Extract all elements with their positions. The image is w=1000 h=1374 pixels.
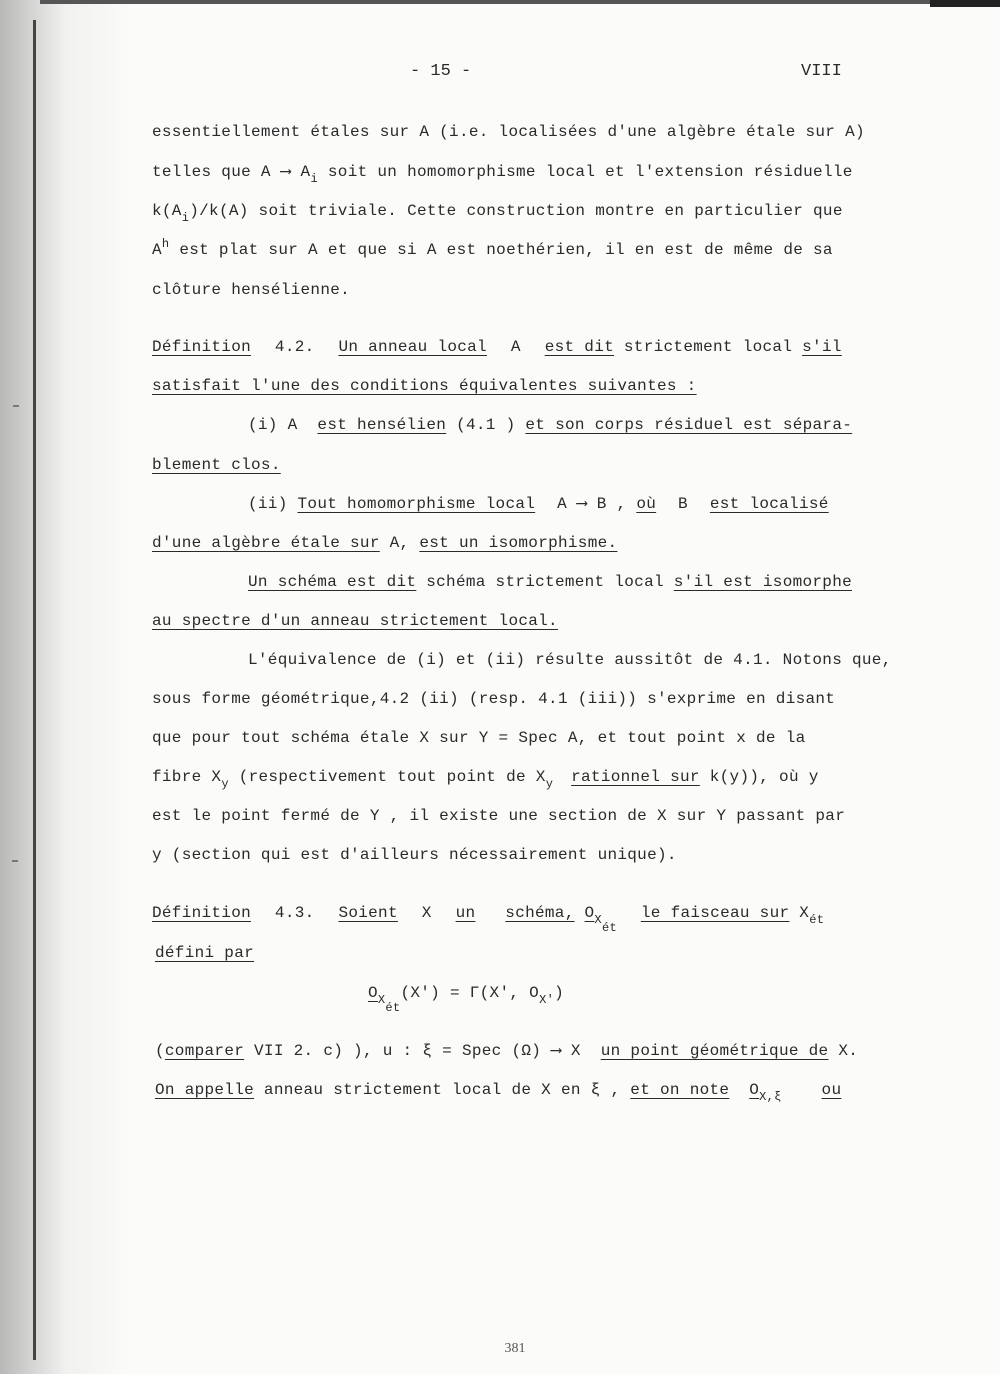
subscript: X: [594, 913, 602, 927]
text: (4.1 ): [456, 416, 516, 434]
text: X: [799, 904, 810, 922]
text-line: [248, 572, 852, 592]
text-line: sous forme géométrique,4.2 (ii) (resp. 4.1 (iii)) s'exprime en disant: [152, 690, 836, 708]
text-line: [152, 533, 617, 553]
text: A: [152, 241, 162, 259]
text: A,: [389, 534, 410, 552]
text: X.: [838, 1042, 859, 1060]
formula: [368, 983, 564, 1015]
text: ): [554, 984, 564, 1002]
text: Soient: [338, 904, 398, 922]
subscript: ét: [809, 913, 825, 927]
text: )/k(A) soit triviale. Cette construction montre en particulier que: [189, 202, 843, 220]
text: schéma strictement local: [426, 573, 664, 591]
text: est hensélien: [317, 416, 447, 434]
scan-top-rule: [40, 0, 1000, 4]
condition-ii: [248, 494, 829, 514]
definition-number: 4.3.: [274, 904, 315, 922]
subscript: X': [539, 993, 555, 1007]
chapter-label: VIII: [801, 62, 842, 81]
text: VII 2. c) ), u : ξ = Spec (Ω) ⟶ X: [244, 1042, 581, 1060]
text-line: que pour tout schéma étale X sur Y = Spec A, et tout point x de la: [152, 729, 806, 747]
scan-top-rule-dark: [930, 0, 1000, 7]
subscript: y: [221, 777, 229, 791]
text: comparer: [164, 1042, 245, 1060]
text: (X') = Γ(X', O: [400, 984, 540, 1002]
text: d'une algèbre étale sur: [152, 534, 380, 552]
text: strictement local: [623, 338, 793, 356]
text-line: L'équivalence de (i) et (ii) résulte aussitôt de 4.1. Notons que,: [248, 651, 892, 669]
text: telles que A ⟶ A: [152, 163, 311, 181]
text-line: est le point fermé de Y , il existe une section de X sur Y passant par: [152, 807, 846, 825]
subscript: X: [377, 993, 386, 1007]
text: est localisé: [709, 495, 829, 513]
definition-4-2-heading: [152, 337, 842, 357]
text: X: [421, 904, 432, 922]
text: anneau strictement local de X en ξ ,: [263, 1081, 621, 1099]
scan-edge-line: [33, 20, 36, 1360]
text-line: [152, 201, 843, 225]
definition-title: Définition: [152, 904, 252, 922]
text: s'il est isomorphe: [673, 573, 853, 591]
text: fibre X: [152, 768, 222, 786]
text-line: blement clos.: [152, 456, 281, 474]
scan-shadow: [0, 0, 130, 1374]
text-line: essentiellement étales sur A (i.e. localisées d'une algèbre étale sur A): [152, 123, 865, 141]
text: est un isomorphisme.: [419, 534, 618, 552]
text: O: [749, 1081, 760, 1099]
text: où: [636, 495, 657, 513]
text-line: satisfait l'une des conditions équivalentes suivantes :: [152, 377, 697, 395]
text-line: au spectre d'un anneau strictement local.: [152, 612, 558, 630]
text: B: [678, 495, 688, 513]
text: un point géométrique de: [600, 1042, 829, 1060]
text-line: [152, 162, 853, 186]
text: O: [368, 984, 378, 1002]
page-number-header: - 15 -: [410, 62, 472, 81]
subscript: i: [181, 211, 190, 225]
subscript: y: [545, 777, 554, 791]
text: Un schéma est dit: [248, 573, 417, 591]
text: ou: [821, 1081, 842, 1099]
text: (: [155, 1042, 165, 1060]
text: s'il: [802, 338, 842, 356]
text: (respectivement tout point de X: [228, 768, 546, 786]
condition-i: [248, 415, 852, 435]
text-line: clôture hensélienne.: [152, 281, 351, 299]
footer-page-number: 381: [504, 1341, 526, 1356]
text: schéma,: [505, 904, 575, 922]
text: et on note: [630, 1081, 730, 1099]
superscript: h: [161, 237, 170, 251]
subscript: ét: [385, 1001, 401, 1015]
text: O: [584, 904, 595, 922]
definition-number: 4.2.: [274, 338, 315, 356]
text: est plat sur A et que si A est noethérien, il en est de même de sa: [169, 241, 833, 259]
subscript: i: [310, 172, 318, 186]
scan-mark: [13, 405, 19, 407]
subscript: ét: [601, 921, 617, 935]
text: un: [455, 904, 476, 922]
subscript: X,ξ: [759, 1090, 782, 1104]
text-line: défini par: [155, 944, 255, 962]
text: A: [510, 338, 521, 356]
definition-4-3-heading: [152, 903, 825, 935]
text: soit un homomorphisme local et l'extension résiduelle: [317, 163, 853, 181]
text: Tout homomorphisme local: [297, 495, 536, 513]
text: est dit: [544, 338, 614, 356]
text: (ii): [248, 495, 288, 513]
text: (i) A: [248, 416, 298, 434]
text: k(y)), où y: [709, 768, 819, 786]
definition-title: Définition: [152, 338, 252, 356]
text: le faisceau sur: [640, 904, 790, 922]
text-line: [152, 767, 819, 791]
text-line: y (section qui est d'ailleurs nécessairement unique).: [152, 846, 677, 864]
text: k(A: [152, 202, 182, 220]
text-line: [155, 1041, 858, 1061]
text: On appelle: [155, 1081, 255, 1099]
text: rationnel sur: [571, 768, 700, 786]
scan-mark: [12, 860, 18, 862]
text-line: [155, 1080, 842, 1104]
text-line: [152, 237, 833, 261]
text: Un anneau local: [338, 338, 487, 356]
text: et son corps résiduel est sépara-: [525, 416, 853, 434]
text: A ⟶ B ,: [557, 495, 627, 513]
